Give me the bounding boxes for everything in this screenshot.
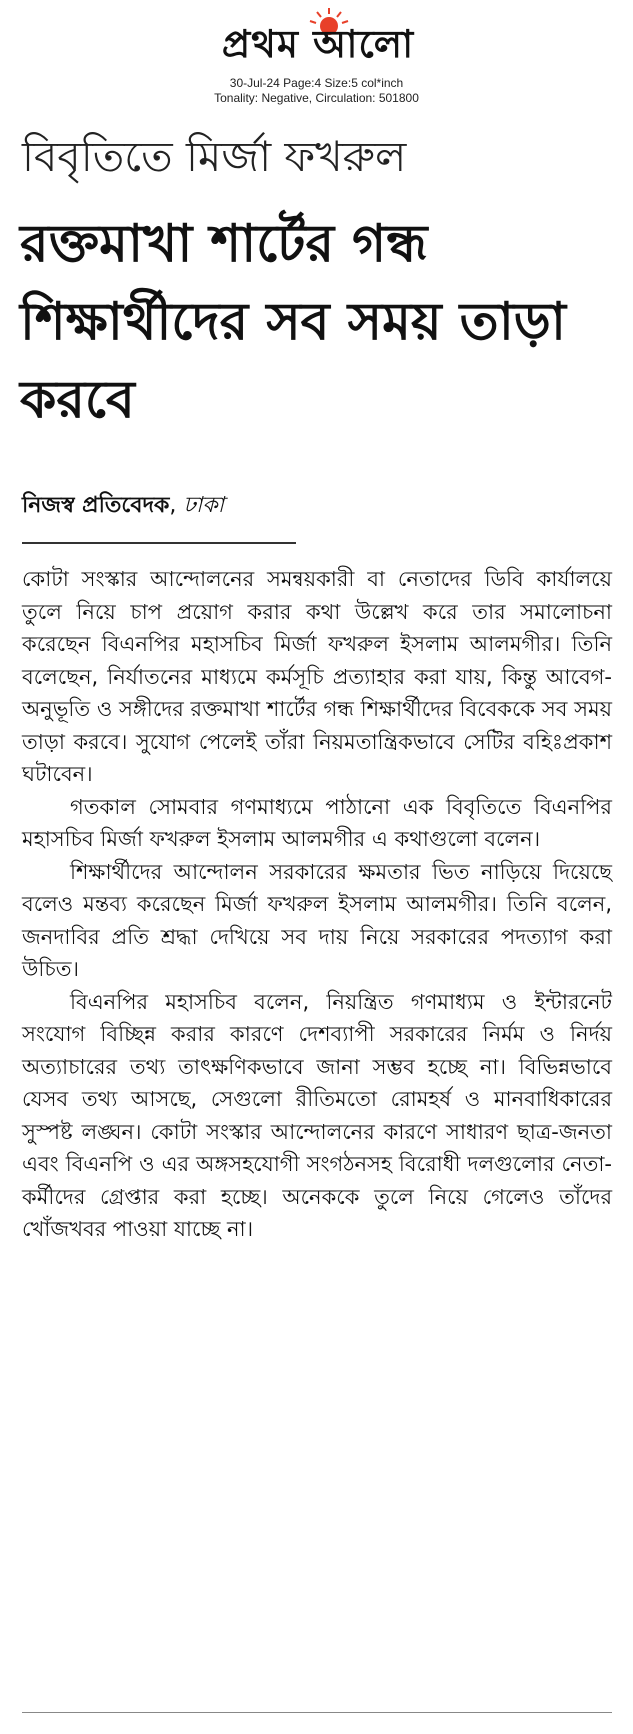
bottom-divider: [22, 1712, 612, 1713]
byline-separator: ,: [169, 493, 184, 518]
clipping-meta-tonality: Tonality: Negative, Circulation: 501800: [214, 91, 419, 105]
clipping-meta-date: 30-Jul-24 Page:4 Size:5 col*inch: [229, 76, 404, 90]
article-paragraph: শিক্ষার্থীদের আন্দোলন সরকারের ক্ষমতার ভিত নাড়িয়ে দিয়েছে বলেও মন্তব্য করেছেন মির্জা ফখরুল ইসলাম আলমগীর। তিনি বলেন, জনদাবির প্রতি শ্রদ্ধা দেখিয়ে সব দায় নিয়ে সরকারের পদত্যাগ করা উচিত।: [22, 859, 612, 981]
byline-reporter: নিজস্ব প্রতিবেদক: [22, 493, 170, 518]
article-paragraph: বিএনপির মহাসচিব বলেন, নিয়ন্ত্রিত গণমাধ্যম ও ইন্টারনেট সংযোগ বিচ্ছিন্ন করার কারণে দেশব্যাপী সরকারের নির্মম ও নির্দয় অত্যাচারের তথ্য তাৎক্ষণিকভাবে জানা সম্ভব হচ্ছে না। বিভিন্নভাবে যেসব তথ্য আসছে, সেগুলো রীতিমতো রোমহর্ষ ও মানবাধিকারের সুস্পষ্ট লঙ্ঘন। কোটা সংস্কার আন্দোলনের কারণে সাধারণ ছাত্র-জনতা এবং বিএনপি ও এর অঙ্গসহযোগী সংগঠনসহ বিরোধী দলগুলোর নেতা-কর্মীদের গ্রেপ্তার করা হচ্ছে। অনেককে তুলে নিয়ে গেলেও তাঁদের খোঁজখবর পাওয়া যাচ্ছে না।: [22, 989, 612, 1241]
article-headline: রক্তমাখা শার্টের গন্ধ শিক্ষার্থীদের সব সময় তাড়া করবে: [20, 214, 566, 430]
newspaper-logo: [183, 18, 453, 70]
article-byline: [22, 490, 612, 522]
logo-wordmark: প্রথম আলো: [221, 22, 415, 66]
article-paragraph: কোটা সংস্কার আন্দোলনের সমন্বয়কারী বা নেতাদের ডিবি কার্যালয়ে তুলে নিয়ে চাপ প্রয়োগ করার কথা উল্লেখ করে তার সমালোচনা করেছেন বিএনপির মহাসচিব মির্জা ফখরুল ইসলাম আলমগীর। তিনি বলেছেন, নির্যাতনের মাধ্যমে কর্মসূচি প্রত্যাহার করা যায়, কিন্তু আবেগ-অনুভূতি ও সঙ্গীদের রক্তমাখা শার্টের গন্ধ শিক্ষার্থীদের বিবেককে সব সময় তাড়া করবে। সুযোগ পেলেই তাঁরা নিয়মতান্ত্রিকভাবে সেটির বহিঃপ্রকাশ ঘটাবেন।: [22, 567, 612, 786]
article-paragraph: গতকাল সোমবার গণমাধ্যমে পাঠানো এক বিবৃতিতে বিএনপির মহাসচিব মির্জা ফখরুল ইসলাম আলমগীর এ কথাগুলো বলেন।: [22, 794, 612, 851]
byline-location: ঢাকা: [183, 493, 225, 518]
article-body: [22, 563, 612, 1246]
masthead: [0, 0, 633, 110]
article-kicker: বিবৃতিতে মির্জা ফখরুল: [22, 132, 407, 181]
byline-divider: [22, 542, 296, 544]
